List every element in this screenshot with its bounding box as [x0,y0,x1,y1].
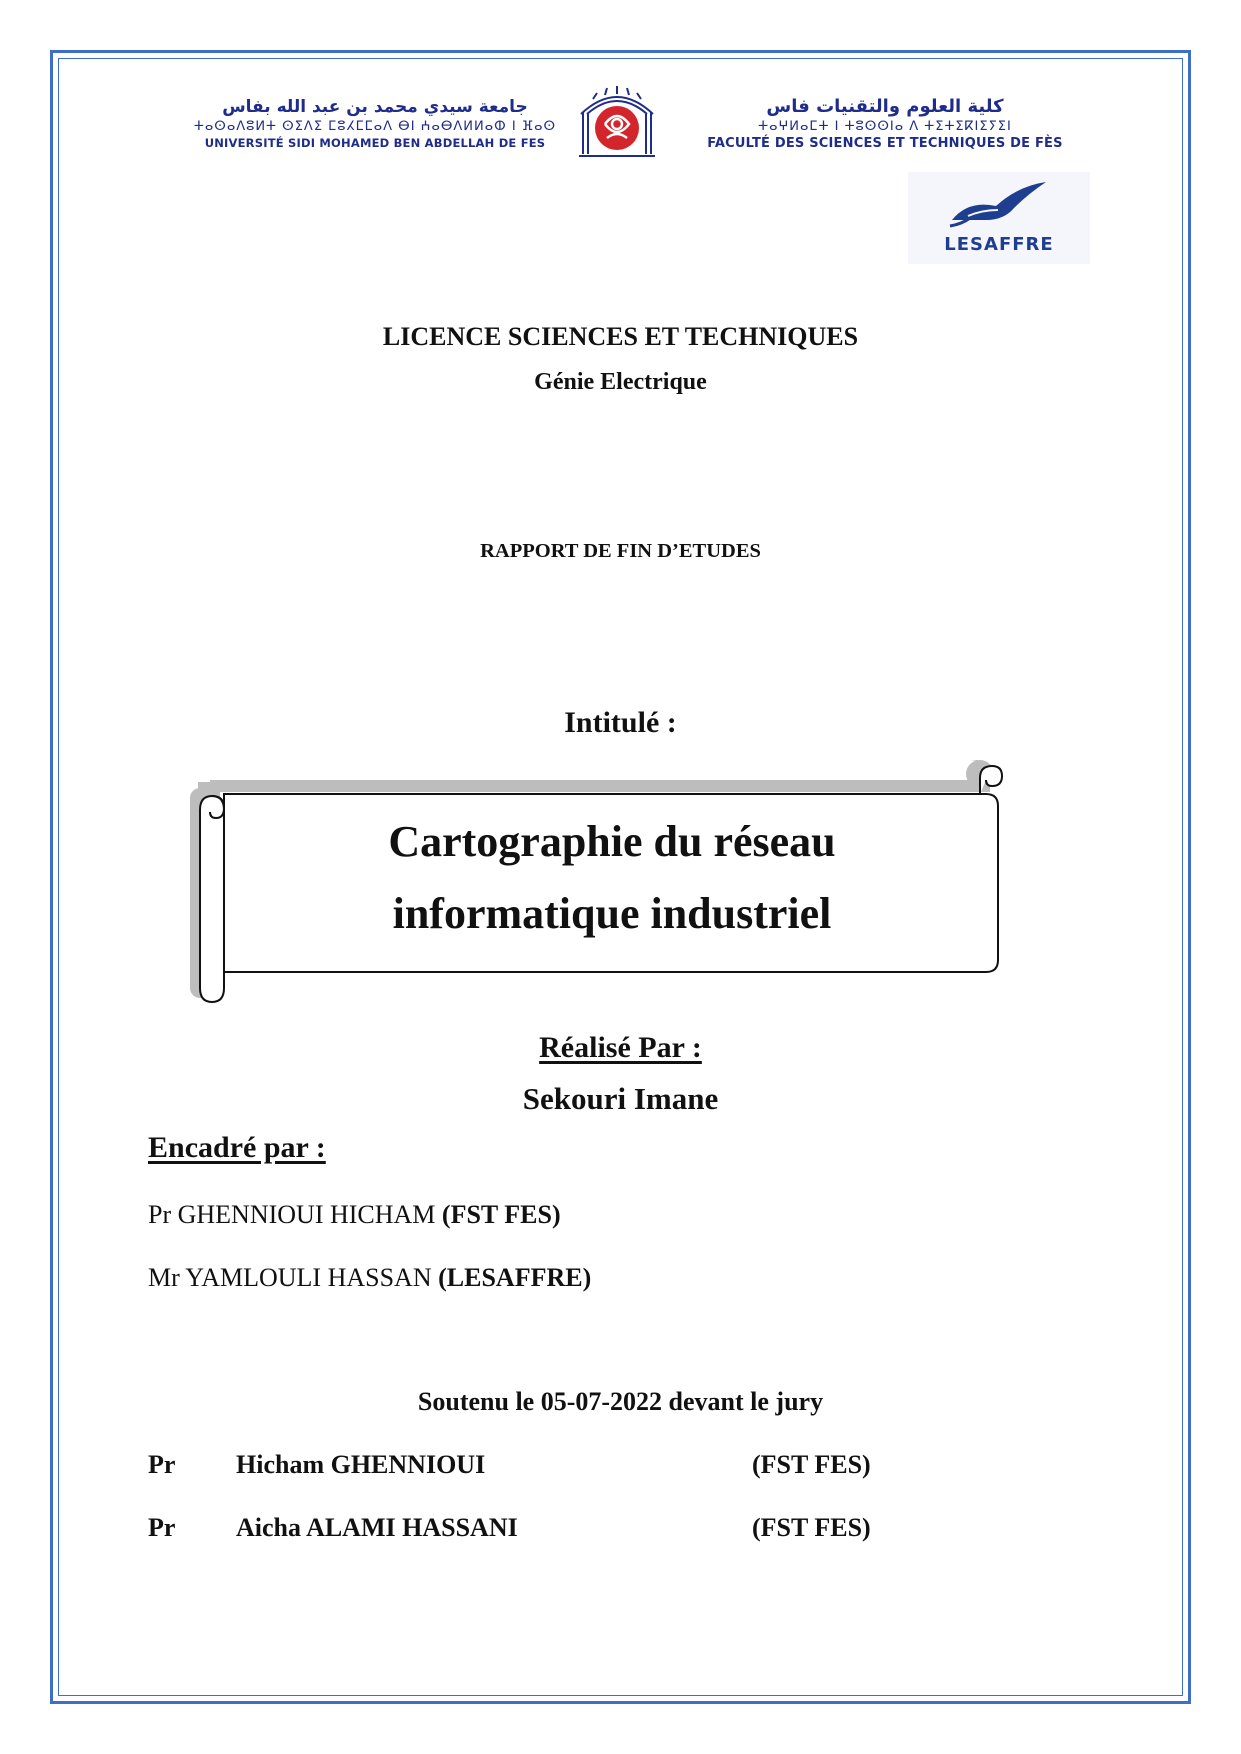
supervisor-name: Pr GHENNIOUI HICHAM [148,1200,436,1229]
supervisor-line [148,1263,591,1293]
lesaffre-wordmark: LESAFFRE [944,234,1054,255]
project-title-line-1: Cartographie du réseau [388,817,836,866]
jury-member-affiliation: (FST FES) [752,1513,871,1542]
report-type: RAPPORT DE FIN D’ETUDES [480,540,761,562]
project-title-line-2: informatique industriel [392,889,832,938]
jury-member-name: Hicham GHENNIOUI [236,1450,486,1479]
author-label [0,1031,1241,1065]
degree-specialty: Génie Electrique [534,369,707,395]
faculty-name-tifinagh: ⵜⴰⵖⵍⴰⵎⵜ ⵏ ⵜⵓⵙⵙⵏⴰ ⴷ ⵜⵉⵜⵉⴽⵏⵉⵢⵉⵏ [758,119,1012,134]
supervisor-affiliation: (LESAFFRE) [438,1263,592,1292]
project-title [238,806,986,950]
faculty-name-french: FACULTÉ DES SCIENCES ET TECHNIQUES DE FÈS [707,136,1063,151]
lesaffre-logo [908,172,1090,264]
jury-member-affiliation: (FST FES) [752,1450,871,1479]
supervisor-line [148,1200,561,1230]
faculty-logo-text [680,96,1090,152]
jury-member-title: Pr [148,1513,176,1542]
author-label-text: Réalisé Par : [539,1031,702,1064]
jury-member-row [148,1513,908,1547]
degree-title: LICENCE SCIENCES ET TECHNIQUES [382,322,859,351]
author-name: Sekouri Imane [522,1081,719,1116]
jury-member-row [148,1450,908,1484]
university-logo-text [185,96,565,151]
university-name-arabic: جامعة سيدي محمد بن عبد الله بفاس [222,97,528,117]
jury-member-name: Aicha ALAMI HASSANI [236,1513,518,1542]
jury-member-title: Pr [148,1450,176,1479]
university-emblem-icon [575,84,659,160]
supervisor-name: Mr YAMLOULI HASSAN [148,1263,432,1292]
supervision-label: Encadré par : [148,1131,326,1164]
faculty-name-arabic: كلية العلوم والتقنيات فاس [766,96,1004,117]
defense-statement: Soutenu le 05-07-2022 devant le jury [417,1387,824,1416]
intitule-label: Intitulé : [564,706,677,739]
university-name-french: UNIVERSITÉ SIDI MOHAMED BEN ABDELLAH DE FES [204,136,546,150]
swallow-bird-icon [948,180,1048,230]
university-name-tifinagh: ⵜⴰⵙⴰⴷⵓⵍⵜ ⵙⵉⴷⵉ ⵎⵓⵃⵎⵎⴰⴷ ⴱⵏ ⵄⴰⴱⴷⵍⵍⴰⵀ ⵏ ⴼⴰⵙ [193,119,557,134]
supervisor-affiliation: (FST FES) [441,1200,561,1229]
